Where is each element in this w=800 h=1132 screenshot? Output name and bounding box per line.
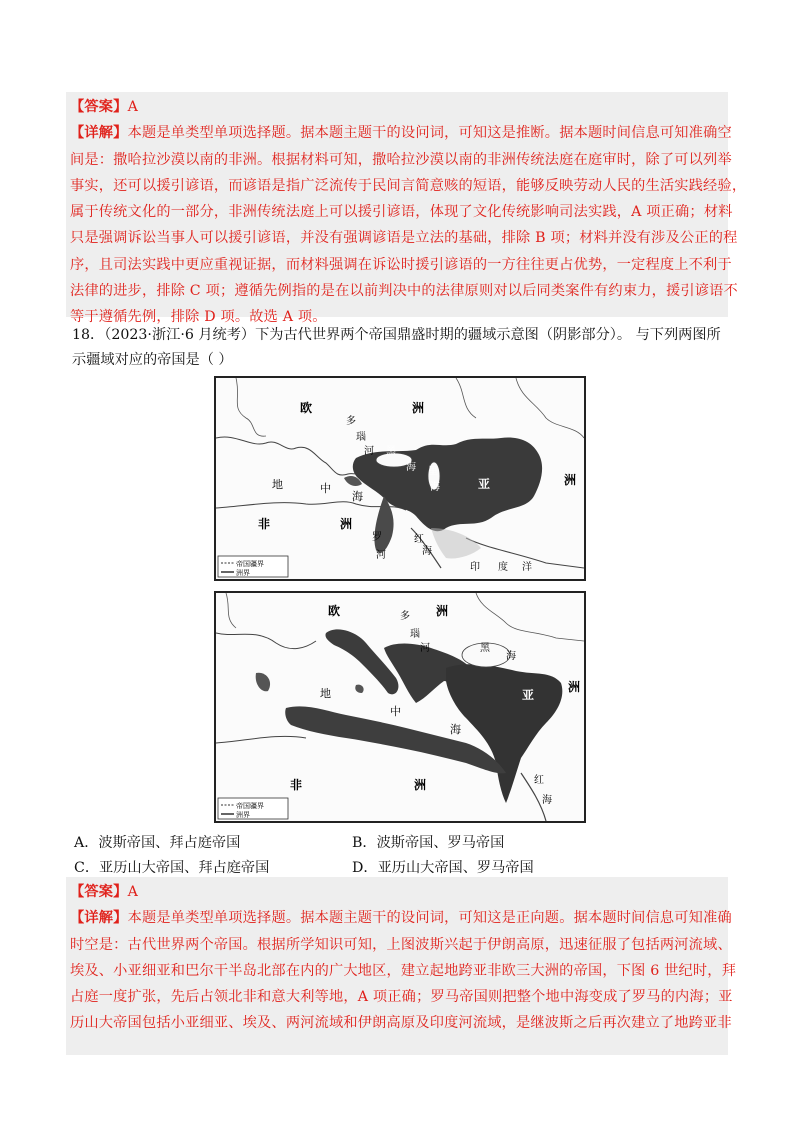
map-label: 地 (272, 478, 283, 491)
detail-line: 时空是：古代世界两个帝国。根据所学知识可知，上图波斯兴起于伊朗高原，迅速征服了包括两河流域、 (70, 936, 732, 953)
detail-line: 间是：撒哈拉沙漠以南的非洲。根据材料可知，撒哈拉沙漠以南的非洲传统法庭在庭审时，除了可以列举 (70, 151, 732, 168)
map-label: 亚 (522, 688, 535, 702)
map-label: 洲 (436, 604, 449, 618)
legend-empire-border: 帝国疆界 (236, 802, 264, 810)
answer-line (70, 94, 724, 120)
detail-line: 埃及、小亚细亚和巴尔干半岛北部在内的广大地区，建立起地跨亚非欧三大洲的帝国，下图 6 世纪时，拜 (70, 962, 737, 979)
map-label: 红 (414, 534, 424, 545)
map-label: 里 (428, 466, 438, 477)
legend-continent-border: 洲界 (236, 811, 250, 819)
map-label: 黑 (386, 446, 396, 457)
map-label: 海 (430, 482, 440, 493)
answer-line (70, 879, 724, 905)
map-label: 黑 (480, 643, 490, 654)
option-c[interactable]: C．亚历山大帝国、拜占庭帝国 (74, 860, 270, 876)
answer-block-2 (66, 877, 737, 1055)
map-label: 河 (376, 550, 386, 561)
detail-line (70, 120, 732, 146)
map-label: 中 (320, 482, 331, 495)
detail-line: 属于传统文化的一部分，非洲传统法庭上可以援引谚语，体现了文化传统影响司法实践，A 项正确；材料 (70, 204, 733, 221)
map-label: 洲 (414, 778, 427, 792)
map-label: 多 (346, 416, 356, 427)
map-label: 洲 (568, 680, 581, 694)
answer-tag: 【答案】 (70, 884, 128, 900)
map-label: 洲 (564, 473, 577, 487)
map-label: 洲 (340, 517, 353, 531)
detail-line: 序，且司法实践中更应重视证据，而材料强调在诉讼时援引谚语的一方往往更占优势，一定程度上不利于 (70, 256, 732, 273)
map-label: 非 (290, 778, 303, 792)
map-label: 洲 (412, 401, 425, 415)
map-label: 瑙 (356, 432, 366, 443)
map-label: 中 (390, 705, 401, 718)
map-persian-empire (214, 376, 586, 581)
map-label: 多 (400, 611, 410, 622)
answer-value: A (127, 99, 139, 115)
map-label: 瑙 (410, 629, 420, 640)
detail-line: 历山大帝国包括小亚细亚、埃及、两河流域和伊朗高原及印度河流域，是继波斯之后再次建立了地跨亚非 (70, 1015, 732, 1032)
question-stem-line-1: 18．（2023·浙江·6 月统考）下为古代世界两个帝国鼎盛时期的疆域示意图（阴影部分）。 与下列两图所 (72, 327, 721, 343)
option-b[interactable]: B．波斯帝国、罗马帝国 (352, 835, 505, 851)
map-label: 海 (352, 490, 363, 503)
map-label: 河 (364, 446, 374, 457)
map-label: 地 (320, 687, 331, 700)
legend-empire-border: 帝国疆界 (236, 560, 264, 568)
map-label: 欧 (328, 604, 341, 618)
detail-tag: 【详解】 (70, 910, 128, 927)
map-label: 海 (406, 462, 416, 473)
map-label: 度 (498, 562, 508, 573)
map-label: 洋 (522, 562, 532, 573)
map-label: 印 (470, 562, 480, 573)
map-label: 海 (542, 795, 552, 806)
detail-text: 本题是单类型单项选择题。据本题主题干的设问词，可知这是推断。据本题时间信息可知准确空 (127, 125, 732, 142)
map-label: 罗 (372, 532, 382, 543)
answer-tag: 【答案】 (70, 99, 128, 115)
detail-line: 占庭一度扩张，先后占领北非和意大利等地，A 项正确；罗马帝国则把整个地中海变成了罗马的内海；亚 (70, 989, 733, 1006)
answer-value: A (127, 884, 139, 900)
map-label: 海 (422, 546, 432, 557)
detail-text: 本题是单类型单项选择题。据本题主题干的设问词，可知这是正向题。据本题时间信息可知准确 (127, 910, 732, 927)
detail-line: 只是强调诉讼当事人可以援引谚语，并没有强调谚语是立法的基础，排除 B 项；材料并没有涉及公正的程 (70, 230, 738, 247)
map-label: 红 (534, 775, 544, 786)
map-label: 海 (506, 651, 516, 662)
map-byzantine-empire (214, 591, 586, 823)
legend-continent-border: 洲界 (236, 569, 250, 577)
map-label: 海 (450, 723, 461, 736)
map-label: 欧 (300, 401, 313, 415)
detail-line (70, 905, 732, 931)
map-label: 非 (258, 517, 271, 531)
detail-line: 事实，还可以援引谚语，而谚语是指广泛流传于民间言简意赅的短语，能够反映劳动人民的生活实践经验， (70, 177, 747, 194)
question-stem-line-2: 示疆域对应的帝国是（ ） (72, 352, 233, 368)
option-d[interactable]: D．亚历山大帝国、罗马帝国 (352, 860, 534, 876)
answer-block-1 (66, 92, 747, 326)
detail-tag: 【详解】 (70, 125, 128, 142)
detail-line: 等于遵循先例，排除 D 项。故选 A 项。 (70, 309, 327, 326)
detail-line: 法律的进步，排除 C 项；遵循先例指的是在以前判决中的法律原则对以后同类案件有约束力，援引谚语不 (70, 283, 738, 300)
option-a[interactable]: A．波斯帝国、拜占庭帝国 (74, 835, 241, 851)
map-label: 河 (420, 643, 430, 654)
map-label: 亚 (478, 477, 491, 491)
